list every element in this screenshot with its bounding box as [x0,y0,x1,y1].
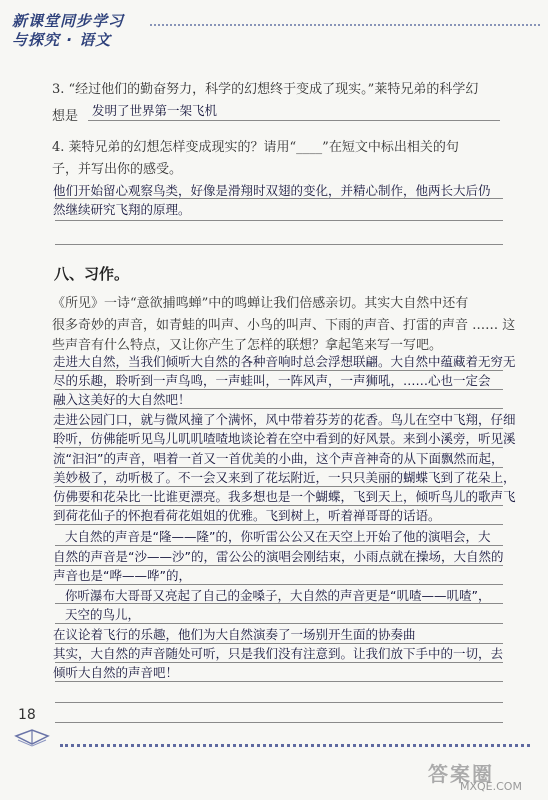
essay-line: 流“汩汩”的声音，唱着一首又一首优美的小曲，这个声音神奇的从下面飘然而起， [53,451,504,466]
essay-line: 融入这美好的大自然吧！ [53,392,191,407]
header-decoration [150,24,540,34]
answer-rule [55,220,503,221]
question-3-answer: 发明了世界第一架飞机 [92,103,218,118]
answer-rule [55,722,503,723]
question-3-prefix: 想是 [52,109,79,124]
page-header [0,0,548,62]
essay-line: 倾听大自然的声音吧！ [53,665,179,680]
page-number: 18 [18,707,36,723]
essay-line: 天空的鸟儿， [65,607,141,622]
question-4-text: 4. 莱特兄弟的幻想怎样变成现实的？请用“____”在短文中标出相关的句 [52,140,459,155]
essay-line: 声音也是“哗——哗”的， [53,568,191,583]
footer-decoration [60,744,530,747]
section-heading: 八、习作。 [54,265,130,283]
essay-line: 你听瀑布大哥哥又亮起了自己的金嗓子，大自然的声音更是“叽喳——叽喳”， [65,588,491,603]
essay-line: 尽的乐趣，聆听到一声鸟鸣，一声蛙叫，一阵风声，一声狮吼，……心也一定会 [53,373,491,388]
watermark-url: MXQE.COM [460,780,522,793]
answer-rule [55,447,503,448]
essay-line: 大自然的声音是“隆——隆”的，你听雷公公又在天空上开始了他的演唱会，大 [65,529,491,544]
question-3-text: 3. “经过他们的勤奋努力，科学的幻想终于变成了现实。”莱特兄弟的科学幻 [52,82,479,97]
essay-line: 自然的声音是“沙——沙”的，雷公公的演唱会刚结束，小雨点就在操场，大自然的 [53,549,504,564]
answer-rule [55,681,503,682]
book-title-line1: 新课堂同步学习 [12,12,125,30]
question-4-text-2: 子，并写出你的感受。 [52,162,183,177]
watermark [420,758,540,798]
answer-rule [55,198,503,199]
essay-line: 仿佛要和花朵比一比谁更漂亮。我多想也是一个蝴蝶，飞到天上，倾听鸟儿的歌声飞 [53,489,516,504]
writing-prompt-line3: 些声音有什么特点，又让你产生了怎样的联想？拿起笔来写一写吧。 [52,338,443,353]
answer-rule [55,545,503,546]
watermark-logo: 答案圈 [428,762,494,786]
writing-prompt-line1: 《所见》一诗“意欲捕鸣蝉”中的鸣蝉让我们倍感亲切。其实大自然中还有 [52,296,469,311]
answer-rule [55,623,503,624]
essay-line: 到荷花仙子的怀抱看荷花姐姐的优雅。飞到树上，听着禅哥哥的话语。 [53,508,441,523]
book-title-line2: 与探究 · 语文 [12,31,112,49]
answer-rule [55,244,503,245]
book-title [12,12,162,50]
writing-prompt-line2: 很多奇妙的声音，如青蛙的叫声、小鸟的叫声、下雨的声音、打雷的声音 …… 这 [52,318,516,333]
answer-rule [55,408,503,409]
answer-rule [88,120,500,121]
answer-rule [55,702,503,703]
question-4-answer-line2: 然继续研究飞翔的原理。 [53,202,191,217]
answer-rule [55,603,503,604]
answer-rule [55,524,503,525]
essay-line: 走进大自然，当我们倾听大自然的各种音响时总会浮想联翩。大自然中蕴藏着无穷无 [53,354,516,369]
answer-rule [55,584,503,585]
essay-line: 其实，大自然的声音随处可听，只是我们没有注意到。让我们放下手中的一切，去 [53,646,504,661]
essay-line: 走进公园门口，就与微风撞了个满怀，风中带着芬芳的花香。鸟儿在空中飞翔，仔细 [53,412,516,427]
essay-line: 美妙极了，动听极了。不一会又来到了花坛附近，一只只美丽的蝴蝶飞到了花朵上， [53,470,516,485]
essay-line: 聆听，仿佛能听见鸟儿叽叽喳喳地谈论着在空中看到的好风景。来到小溪旁，听见溪 [53,431,516,446]
essay-line: 在议论着飞行的乐趣，他们为大自然演奏了一场别开生面的协奏曲 [53,627,416,642]
question-4-answer-line1: 他们开始留心观察鸟类，好像是滑翔时双翅的变化，并精心制作，他两长大后仍 [53,183,491,198]
book-icon [14,722,50,748]
